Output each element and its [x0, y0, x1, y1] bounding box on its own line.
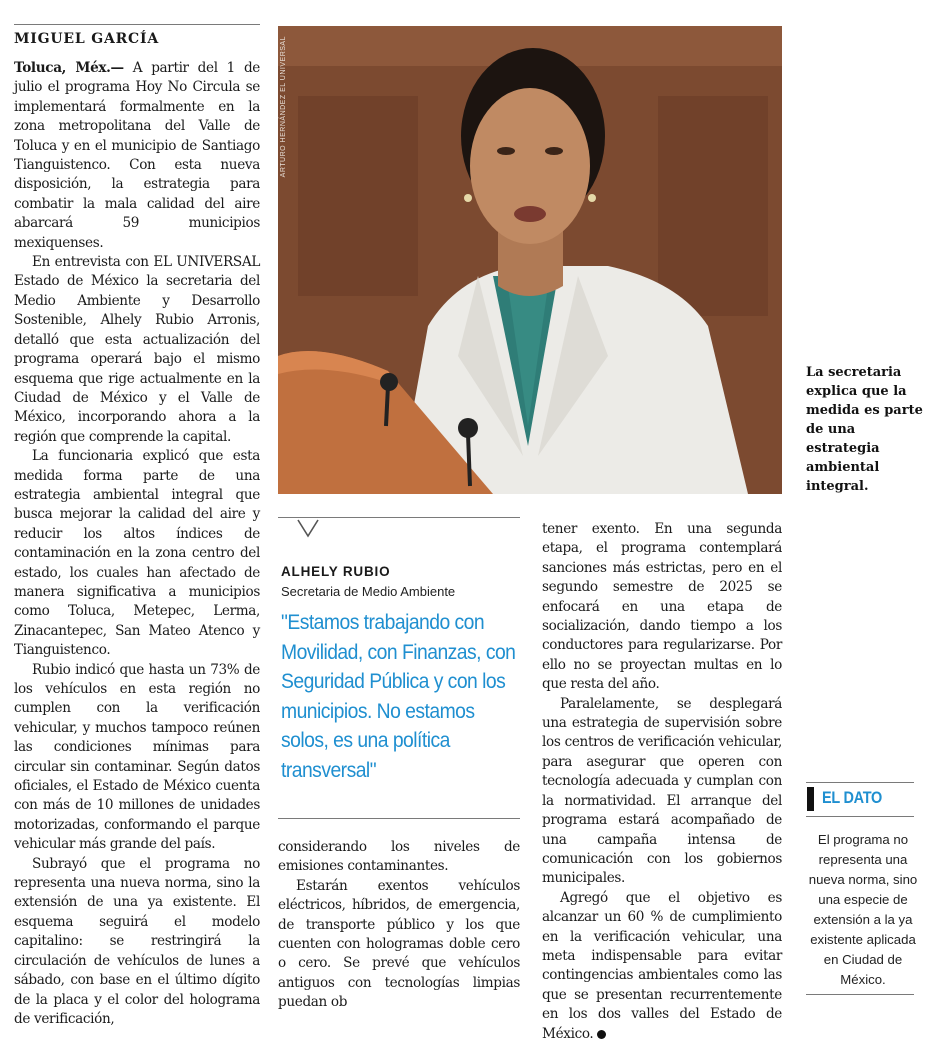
- quote-speaker-role: Secretaria de Medio Ambiente: [281, 584, 456, 599]
- article-paragraph: Rubio indicó que hasta un 73% de los vehículos en esta región no cumplen con la verificación vehicular, y muchos tampoco reúnen las condiciones mínimas para circular sin contaminar. Según datos oficiales, el Estado de México cuenta con más de 10 millones de unidades motorizadas, conformando el parque vehicular más grande del país.: [14, 661, 260, 853]
- pull-quote: "Estamos trabajando con Movilidad, con Finanzas, con Seguridad Pública y con los municipios. No estamos solos, es una política transversal": [281, 610, 516, 782]
- article-paragraph: La funcionaria explicó que esta medida forma parte de una estrategia ambiental integral que busca mejorar la calidad del aire y reducir los altos índices de contaminación en la zona centro del estado, los cuales han afectado de manera significativa a municipios como Toluca, Metepec, Lerma, Zinacantepec, San Mateo Atenco y Tianguistenco.: [14, 448, 260, 659]
- article-paragraph: considerando los niveles de emisiones contaminantes.: [278, 839, 520, 875]
- article-column-3: [542, 520, 782, 1044]
- article-paragraph: tener exento. En una segunda etapa, el programa contemplará sanciones más estrictas, pero en el segundo semestre de 2025 se enfocará en una etapa de socialización, dando tiempo a los conductores para regularizarse. Por ello no se proyectan multas en lo que resta del año.: [542, 521, 782, 693]
- dato-mid-rule: [806, 816, 914, 817]
- article-photo: [278, 26, 782, 494]
- byline: MIGUEL GARCÍA: [14, 31, 160, 47]
- dato-top-rule: [806, 782, 914, 783]
- article-column-2: [278, 838, 520, 1013]
- speaker-photo-illustration: [278, 26, 782, 494]
- quote-speaker-name: ALHELY RUBIO: [281, 564, 391, 579]
- article-paragraph: Paralelamente, se desplegará una estrategia de supervisión sobre los centros de verificación vehicular, para asegurar que operen con tecnología adecuada y cumplan con la normatividad. El arranque del programa estará acompañado de una campaña intensa de comunicación con los gobiernos municipales.: [542, 695, 782, 887]
- dato-label: EL DATO: [822, 788, 883, 807]
- article-end-mark-icon: [597, 1030, 606, 1039]
- article-paragraph: Subrayó que el programa no representa una nueva norma, sino la extensión de una ya existente. El esquema seguirá el modelo capitalino: se restringirá la circulación de vehículos de lunes a sábado, con base en el último dígito de la placa y el color del holograma de verificación,: [14, 855, 260, 1027]
- article-column-1: [14, 59, 260, 1029]
- quote-chevron-icon: [296, 518, 320, 540]
- article-paragraph: Agregó que el objetivo es alcanzar un 60 % de cumplimiento en la verificación vehicular, una meta indispensable para evitar contingencias ambientales como las que se presentan recurrentemente en los dos valles del Estado de México.: [542, 889, 782, 1042]
- dato-text: El programa no representa una nueva norma, sino una especie de extensión a la ya existente aplicada en Ciudad de México.: [808, 832, 918, 987]
- article-paragraph: Estarán exentos vehículos eléctricos, híbridos, de emergencia, de transporte público y los que cuenten con hologramas doble cero o cero. Se prevé que vehículos antiguos con tecnologías limpias puedan ob: [278, 877, 520, 1011]
- quote-bottom-rule: [278, 818, 520, 819]
- photo-credit: ARTURO HERNÁNDEZ EL UNIVERSAL: [280, 36, 287, 178]
- dato-bar-icon: [807, 787, 814, 811]
- photo-caption: La secretaria explica que la medida es parte de una estrategia ambiental integral.: [806, 365, 923, 494]
- dato-bottom-rule: [806, 994, 914, 995]
- article-paragraph: Toluca, Méx.— A partir del 1 de julio el programa Hoy No Circula se implementará formalmente en la zona metropolitana del Valle de Toluca y en el municipio de Santiago Tianguistenco. Con esta nueva disposición, la estrategia para combatir la mala calidad del aire abarcará 59 municipios mexiquenses.: [14, 60, 260, 251]
- top-rule-left: [14, 24, 260, 25]
- article-location: Toluca, Méx.—: [14, 60, 124, 76]
- article-paragraph: En entrevista con EL UNIVERSAL Estado de México la secretaria del Medio Ambiente y Desarrollo Sostenible, Alhely Rubio Arronis, detalló que esta actualización del programa operará bajo el mismo esquema que rige actualmente en la Ciudad de México y el Valle de México, incorporando ahora a la región que comprende la capital.: [14, 254, 260, 445]
